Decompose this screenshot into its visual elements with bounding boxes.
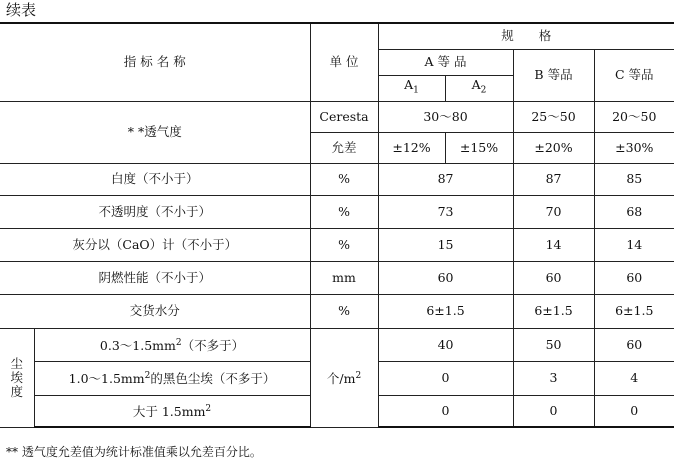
table-row	[0, 228, 674, 261]
row-value-c: 14	[594, 228, 674, 261]
dust-row	[0, 328, 674, 361]
row-value-c: 60	[594, 261, 674, 294]
row-unit: %	[310, 228, 378, 261]
dust-unit-sup: 2	[355, 370, 362, 381]
footnote: ** 透气度允差值为统计标准值乘以允差百分比。	[6, 445, 262, 459]
row-unit: mm	[310, 261, 378, 294]
permeability-c-range: 20～50	[594, 101, 674, 132]
row-value-c: 68	[594, 195, 674, 228]
table-caption: 续表	[6, 1, 37, 19]
permeability-unit: Ceresta	[310, 101, 378, 132]
header-indicator: 指 标 名 称	[0, 23, 310, 101]
dust-value-c: 0	[594, 395, 674, 427]
row-value-b: 14	[513, 228, 594, 261]
table-row	[0, 294, 674, 328]
row-unit: %	[310, 163, 378, 195]
header-grade-a2	[445, 75, 513, 101]
dust-value-b: 0	[513, 395, 594, 427]
grade-a1-letter: A	[404, 77, 414, 93]
dust-value-b: 3	[513, 361, 594, 395]
row-name: 交货水分	[0, 294, 310, 328]
table-row	[0, 195, 674, 228]
table-row	[0, 261, 674, 294]
permeability-label: * *透气度	[0, 101, 310, 163]
tolerance-c: ±30%	[594, 132, 674, 163]
grade-a2-sub: 2	[480, 85, 487, 96]
row-value-a: 60	[378, 261, 513, 294]
dust-value-a: 0	[378, 395, 513, 427]
header-unit: 单 位	[310, 23, 378, 101]
dust-unit	[310, 328, 378, 427]
row-value-b: 6±1.5	[513, 294, 594, 328]
dust-size: 大于 1.5mm	[132, 404, 206, 420]
row-value-b: 60	[513, 261, 594, 294]
tolerance-b: ±20%	[513, 132, 594, 163]
dust-size-sup: 2	[175, 337, 182, 348]
dust-value-b: 50	[513, 328, 594, 361]
tolerance-unit: 允差	[310, 132, 378, 163]
row-value-a: 87	[378, 163, 513, 195]
row-name: 白度（不小于）	[0, 163, 310, 195]
dust-unit-text: 个/m	[326, 371, 356, 387]
dust-label-char: 度	[10, 383, 23, 399]
dust-size-sup: 2	[205, 404, 212, 415]
header-grade-c: C 等品	[594, 49, 674, 101]
dust-suffix: 的黑色尘埃（不多于）	[150, 371, 276, 387]
spec-table	[0, 22, 674, 428]
dust-row-name	[34, 328, 310, 361]
dust-size: 1.0～1.5mm	[68, 371, 145, 387]
header-grade-b: B 等品	[513, 49, 594, 101]
row-unit: %	[310, 294, 378, 328]
grade-a2-letter: A	[471, 77, 481, 93]
header-grade-a: A 等 品	[378, 49, 513, 75]
header-row	[0, 23, 674, 49]
row-name: 灰分以（CaO）计（不小于）	[0, 228, 310, 261]
dust-size-sup: 2	[144, 371, 151, 382]
dust-size: 0.3～1.5mm	[99, 338, 176, 354]
dust-row-name	[34, 361, 310, 395]
dust-label	[0, 328, 34, 427]
table-row	[0, 163, 674, 195]
dust-value-a: 0	[378, 361, 513, 395]
header-spec: 规 格	[378, 23, 674, 49]
dust-value-a: 40	[378, 328, 513, 361]
header-grade-a1	[378, 75, 445, 101]
permeability-row	[0, 101, 674, 132]
row-value-c: 6±1.5	[594, 294, 674, 328]
grade-a1-sub: 1	[413, 85, 419, 96]
dust-value-c: 4	[594, 361, 674, 395]
dust-value-c: 60	[594, 328, 674, 361]
dust-label-char: 尘	[10, 355, 23, 371]
tolerance-a1: ±12%	[378, 132, 445, 163]
row-value-b: 70	[513, 195, 594, 228]
tolerance-a2: ±15%	[445, 132, 513, 163]
row-value-a: 15	[378, 228, 513, 261]
permeability-b-range: 25～50	[513, 101, 594, 132]
row-value-a: 73	[378, 195, 513, 228]
dust-row-name	[34, 395, 310, 427]
row-unit: %	[310, 195, 378, 228]
dust-suffix: （不多于）	[181, 338, 245, 354]
dust-label-char: 埃	[10, 369, 23, 385]
row-name: 阴燃性能（不小于）	[0, 261, 310, 294]
row-name: 不透明度（不小于）	[0, 195, 310, 228]
row-value-b: 87	[513, 163, 594, 195]
row-value-c: 85	[594, 163, 674, 195]
row-value-a: 6±1.5	[378, 294, 513, 328]
permeability-a-range: 30～80	[378, 101, 513, 132]
